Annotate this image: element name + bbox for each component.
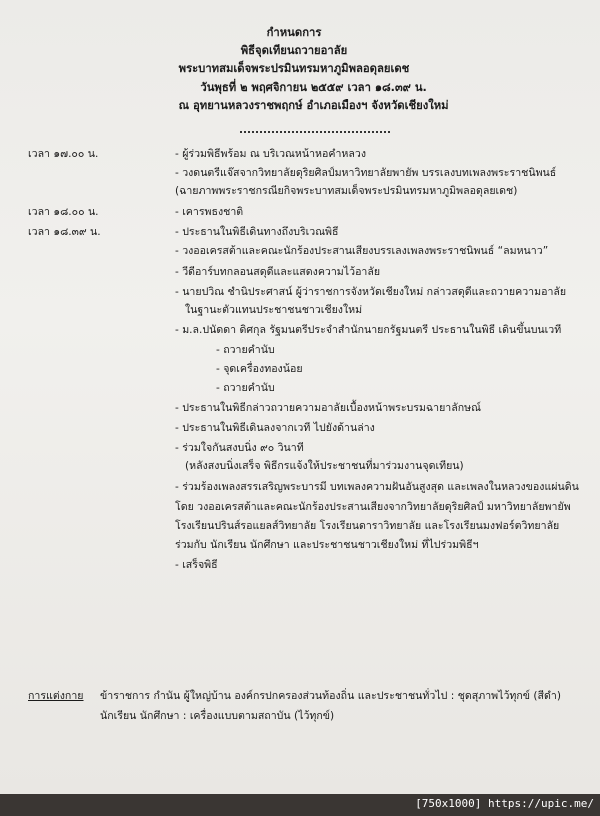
schedule-time-1: เวลา ๑๗.๐๐ น. bbox=[28, 148, 99, 160]
schedule-item: - ร่วมใจกันสงบนิ่ง ๙๐ วินาที bbox=[175, 442, 304, 454]
document-header bbox=[0, 23, 600, 114]
header-line-date: วันพุธที่ ๒ พฤศจิกายน ๒๕๕๙ เวลา ๑๘.๓๙ น. bbox=[200, 79, 427, 94]
header-line-king: พระบาทสมเด็จพระปรมินทรมหาภูมิพลอดุลยเดช bbox=[178, 61, 410, 76]
schedule-item: - นายปวิณ ชำนิประศาสน์ ผู้ว่าราชการจังหวัดเชียงใหม่ กล่าวสดุดีและถวายความอาลัย bbox=[175, 286, 567, 298]
watermark-text: [750x1000] https://upic.me/ bbox=[415, 797, 594, 810]
schedule-item: - ม.ล.ปนัดดา ดิศกุล รัฐมนตรีประจำสำนักนายกรัฐมนตรี ประธานในพิธี เดินขึ้นบนเวที bbox=[175, 324, 562, 336]
dress-code-line: ข้าราชการ กำนัน ผู้ใหญ่บ้าน องค์กรปกครองส่วนท้องถิ่น และประชาชนทั่วไป : ชุดสุภาพไว้ทุกข์ (สีดำ) bbox=[100, 690, 561, 702]
header-line-ceremony: พิธีจุดเทียนถวายอาลัย bbox=[240, 43, 348, 58]
schedule-item-continuation: โรงเรียนปรินส์รอแยลส์วิทยาลัย โรงเรียนดาราวิทยาลัย และโรงเรียนมงฟอร์ตวิทยาลัย bbox=[175, 520, 560, 532]
dress-code-line: นักเรียน นักศึกษา : เครื่องแบบตามสถาบัน (ไว้ทุกข์) bbox=[100, 710, 335, 722]
dress-code-label: การแต่งกาย bbox=[28, 690, 84, 702]
schedule-item-continuation: โดย วงออเครสต้าและคณะนักร้องประสานเสียงจากวิทยาลัยดุริยศิลป์ มหาวิทยาลัยพายัพ bbox=[175, 501, 571, 513]
schedule-subitem: - ถวายคำนับ bbox=[216, 344, 275, 356]
header-line-venue: ณ อุทยานหลวงราชพฤกษ์ อำเภอเมืองฯ จังหวัดเชียงใหม่ bbox=[178, 97, 449, 112]
dotted-divider bbox=[240, 123, 390, 133]
schedule-item: - วีดีอาร์บทกลอนสดุดีและแสดงความไว้อาลัย bbox=[175, 266, 381, 278]
schedule-item: - ผู้ร่วมพิธีพร้อม ณ บริเวณหน้าหอคำหลวง bbox=[175, 148, 367, 160]
schedule-subitem: - ถวายคำนับ bbox=[216, 382, 275, 394]
schedule-item-continuation: ในฐานะตัวแทนประชาชนชาวเชียงใหม่ bbox=[185, 304, 363, 316]
schedule-item: - ประธานในพิธีเดินทางถึงบริเวณพิธี bbox=[175, 226, 339, 238]
schedule-subitem: - จุดเครื่องทองน้อย bbox=[216, 363, 303, 375]
schedule-time-3: เวลา ๑๘.๓๙ น. bbox=[28, 226, 101, 238]
schedule-item: - วงออเครสต้าและคณะนักร้องประสานเสียงบรรเลงเพลงพระราชนิพนธ์ “ลมหนาว” bbox=[175, 245, 549, 257]
schedule-item: - ร่วมร้องเพลงสรรเสริญพระบารมี บทเพลงความฝันอันสูงสุด และเพลงในหลวงของแผ่นดิน bbox=[175, 481, 579, 493]
schedule-item: - วงดนตรีแจ๊สจากวิทยาลัยดุริยศิลป์มหาวิทยาลัยพายัพ บรรเลงบทเพลงพระราชนิพนธ์ bbox=[175, 167, 557, 179]
header-line-title: กำหนดการ bbox=[266, 25, 322, 39]
schedule-item: - ประธานในพิธีเดินลงจากเวที ไปยังด้านล่าง bbox=[175, 422, 375, 434]
schedule-item: - ประธานในพิธีกล่าวถวายความอาลัยเบื้องหน้าพระบรมฉายาลักษณ์ bbox=[175, 402, 481, 414]
schedule-item-note: (ฉายภาพพระราชกรณียกิจพระบาทสมเด็จพระปรมินทรมหาภูมิพลอดุลยเดช) bbox=[175, 185, 518, 197]
schedule-time-2: เวลา ๑๘.๐๐ น. bbox=[28, 206, 99, 218]
schedule-item-continuation: ร่วมกับ นักเรียน นักศึกษา และประชาชนชาวเชียงใหม่ ที่ไปร่วมพิธีฯ bbox=[175, 539, 479, 551]
schedule-item-note: (หลังสงบนิ่งเสร็จ พิธีกรแจ้งให้ประชาชนที่มาร่วมงานจุดเทียน) bbox=[185, 460, 464, 472]
schedule-item: - เคารพธงชาติ bbox=[175, 206, 244, 218]
schedule-item-end: - เสร็จพิธี bbox=[175, 559, 218, 571]
